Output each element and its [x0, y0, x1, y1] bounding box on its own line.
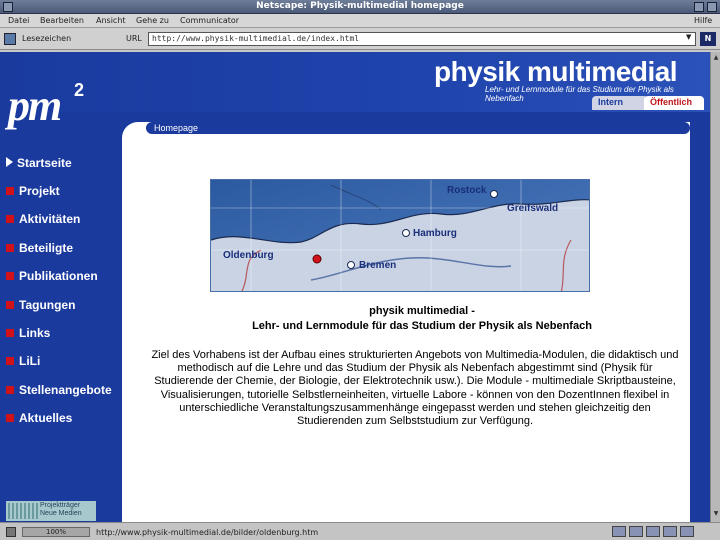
- square-bullet-icon: [6, 386, 14, 394]
- region-map-image[interactable]: [210, 179, 590, 292]
- tab-intern[interactable]: Intern: [592, 96, 648, 110]
- sidebar-item-links[interactable]: [6, 326, 50, 342]
- menu-item-datei[interactable]: Datei: [8, 16, 30, 25]
- section-title-bar: [146, 122, 690, 134]
- window-title: Netscape: Physik-multimedial homepage: [256, 1, 464, 11]
- sidebar-item-startseite[interactable]: [6, 156, 72, 172]
- projekttraeger-badge[interactable]: [6, 501, 96, 521]
- badge-line-1: Projektträger: [40, 502, 81, 509]
- sidebar-item-projekt[interactable]: [6, 184, 60, 200]
- status-message: http://www.physik-multimedial.de/bilder/oldenburg.htm: [96, 528, 319, 537]
- logo-superscript: 2: [74, 80, 85, 100]
- composer-icon[interactable]: [663, 526, 677, 537]
- square-bullet-icon: [6, 414, 14, 422]
- pm2-logo[interactable]: [8, 80, 86, 136]
- sidebar-item-stellenangebote[interactable]: [6, 383, 112, 399]
- sidebar-item-label: Startseite: [17, 156, 72, 170]
- square-bullet-icon: [6, 357, 14, 365]
- menu-item-ansicht[interactable]: Ansicht: [96, 16, 126, 25]
- status-bar: [0, 522, 720, 540]
- chat-icon[interactable]: [680, 526, 694, 537]
- menu-item-bearbeiten[interactable]: Bearbeiten: [40, 16, 84, 25]
- square-bullet-icon: [6, 272, 14, 280]
- sidebar-item-label: Aktuelles: [19, 411, 73, 425]
- menu-item-communicator[interactable]: Communicator: [180, 16, 240, 25]
- badge-line-2: Neue Medien: [40, 510, 82, 517]
- sidebar-item-lili[interactable]: [6, 354, 40, 370]
- site-brand: physik multimedial: [434, 56, 678, 87]
- component-bar: [612, 526, 716, 538]
- news-icon[interactable]: [646, 526, 660, 537]
- sidebar-item-aktuelles[interactable]: [6, 411, 72, 427]
- map-label-bremen: Bremen: [359, 260, 397, 271]
- main-content: [122, 122, 690, 522]
- progress-indicator: 100%: [22, 527, 90, 537]
- sidebar-item-aktivitaeten[interactable]: [6, 212, 80, 228]
- sidebar-item-label: Beteiligte: [19, 241, 74, 255]
- logo-text: pm: [8, 81, 61, 130]
- bookmarks-icon[interactable]: [4, 33, 16, 45]
- url-input[interactable]: http://www.physik-multimedial.de/index.html: [148, 32, 696, 46]
- intro-paragraph: Ziel des Vorhabens ist der Aufbau eines strukturierten Angebots von Multimedia-Modulen, die didaktisch und methodisch auf die Lehre und das Studium der Physik als Nebenfach abgestimmt sind (Physik für Studierende der Chemie, der Biologie, der Elektrotechnik usw.). Die Module - multimediale Skriptbausteine, Visualisierungen, tutorielle Selbstlerneinheiten, virtuelle Labore - können von den DozentInnen flexibel in unterschiedliche Veranstaltungszusammenhänge eingepasst werden und stehen gleichzeitig den Studierenden zum Selbststudium zur Verfügung.: [151, 349, 679, 428]
- page-content: [0, 52, 710, 522]
- menu-bar: [0, 14, 720, 28]
- menu-item-hilfe[interactable]: Hilfe: [694, 16, 713, 25]
- sidebar-item-tagungen[interactable]: [6, 298, 75, 314]
- chevron-down-icon[interactable]: ▼: [686, 33, 692, 41]
- map-graphic: [211, 180, 590, 292]
- bookmarks-label[interactable]: Lesezeichen: [22, 34, 72, 43]
- square-bullet-icon: [6, 215, 14, 223]
- arrow-right-icon: [6, 157, 13, 167]
- sidebar-item-label: LiLi: [19, 354, 41, 368]
- sidebar-item-label: Tagungen: [19, 298, 76, 312]
- badge-graphic: [8, 503, 38, 519]
- page-heading-2: Lehr- und Lernmodule für das Studium der Physik als Nebenfach: [252, 320, 592, 332]
- sidebar-item-beteiligte[interactable]: [6, 241, 73, 257]
- minimize-button[interactable]: [694, 2, 704, 12]
- map-label-rostock: Rostock: [447, 185, 487, 196]
- square-bullet-icon: [6, 244, 14, 252]
- sidebar-item-publikationen[interactable]: [6, 269, 98, 285]
- mail-icon[interactable]: [629, 526, 643, 537]
- scroll-up-icon[interactable]: ▲: [713, 54, 719, 61]
- security-lock-icon[interactable]: [6, 527, 16, 537]
- navigator-icon[interactable]: [612, 526, 626, 537]
- section-title: Homepage: [154, 123, 199, 133]
- sidebar-item-label: Publikationen: [19, 269, 98, 283]
- maximize-button[interactable]: [707, 2, 717, 12]
- tab-oeffentlich[interactable]: Öffentlich: [644, 96, 704, 110]
- scroll-down-icon[interactable]: ▼: [713, 510, 719, 517]
- vertical-scrollbar[interactable]: [710, 52, 720, 522]
- sidebar-item-label: Stellenangebote: [19, 383, 112, 397]
- location-bar: [0, 28, 720, 50]
- badge-text: [40, 502, 82, 518]
- title-bar: [0, 0, 720, 14]
- map-label-oldenburg: Oldenburg: [223, 250, 274, 261]
- sidebar-item-label: Links: [19, 326, 51, 340]
- square-bullet-icon: [6, 329, 14, 337]
- map-label-hamburg: Hamburg: [413, 228, 457, 239]
- url-label: URL: [126, 34, 142, 43]
- site-subtitle: Lehr- und Lernmodule für das Studium der Physik als Nebenfach: [485, 85, 674, 103]
- page-heading-1: physik multimedial -: [369, 305, 475, 317]
- square-bullet-icon: [6, 301, 14, 309]
- menu-item-gehe-zu[interactable]: Gehe zu: [136, 16, 169, 25]
- map-label-greifswald: Greifswald: [507, 203, 559, 214]
- sidebar-item-label: Projekt: [19, 184, 60, 198]
- site-header: [0, 52, 710, 112]
- sidebar-item-label: Aktivitäten: [19, 212, 81, 226]
- square-bullet-icon: [6, 187, 14, 195]
- netscape-logo-icon[interactable]: N: [700, 32, 716, 46]
